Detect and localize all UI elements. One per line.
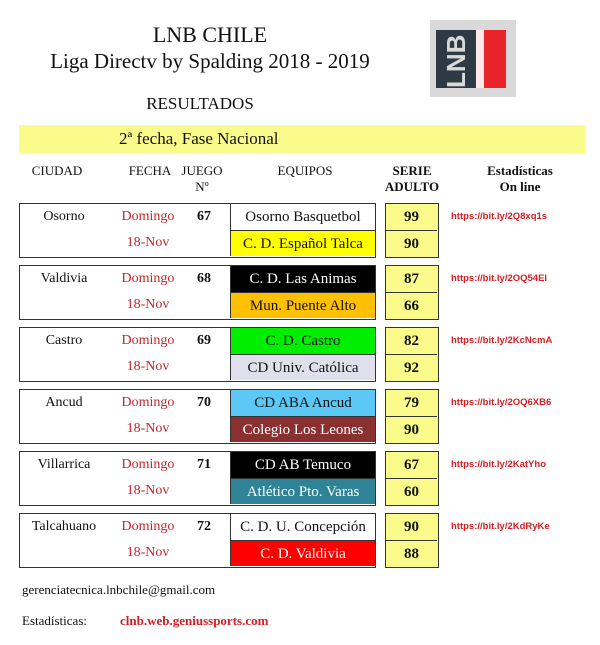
game-number: 68 xyxy=(197,271,211,286)
home-score: 87 xyxy=(404,271,419,287)
game-row xyxy=(19,327,376,382)
section-title: RESULTADOS xyxy=(146,94,254,113)
game-day: Domingo xyxy=(121,457,175,472)
home-team: Osorno Basquetbol xyxy=(230,204,375,230)
home-score: 67 xyxy=(404,457,419,473)
col-stats-line2: On line xyxy=(499,179,541,194)
home-score: 79 xyxy=(404,395,419,411)
stats-link[interactable]: clnb.web.geniussports.com xyxy=(120,613,269,628)
score-box xyxy=(385,451,439,506)
game-number: 71 xyxy=(197,457,211,472)
game-city: Villarrica xyxy=(37,457,91,472)
away-score: 60 xyxy=(386,478,437,505)
stats-online-link[interactable]: https://bit.ly/2OQ54El xyxy=(451,273,548,284)
col-equipos: EQUIPOS xyxy=(277,163,333,178)
game-row xyxy=(19,513,376,568)
stats-online-link[interactable]: https://bit.ly/2Q8xq1s xyxy=(451,211,548,222)
home-team: C. D. Las Animas xyxy=(230,266,375,292)
away-score: 66 xyxy=(386,292,437,319)
game-day: Domingo xyxy=(121,519,175,534)
col-serie-line1: SERIE xyxy=(392,163,432,178)
game-day: Domingo xyxy=(121,333,175,348)
league-subtitle: Liga Directv by Spalding 2018 - 2019 xyxy=(50,49,370,73)
score-box xyxy=(385,203,439,258)
away-score: 90 xyxy=(386,230,437,257)
contact-email[interactable]: gerenciatecnica.lnbchile@gmail.com xyxy=(22,582,216,597)
col-serie xyxy=(380,163,444,195)
col-juego-line2: Nº xyxy=(195,179,209,194)
game-date: 18-Nov xyxy=(126,359,170,374)
game-city: Osorno xyxy=(43,209,85,224)
game-number: 70 xyxy=(197,395,211,410)
game-date: 18-Nov xyxy=(126,235,170,250)
score-box xyxy=(385,327,439,382)
game-city: Talcahuano xyxy=(31,519,97,534)
game-number: 67 xyxy=(197,209,211,224)
stats-online-link[interactable]: https://bit.ly/2OQ6XB6 xyxy=(451,397,552,408)
lnb-logo xyxy=(430,20,516,97)
home-team: C. D. Castro xyxy=(230,328,375,354)
col-stats xyxy=(470,163,570,195)
round-banner xyxy=(19,125,585,153)
logo-text: LNB xyxy=(441,34,471,88)
round-label: 2ª fecha, Fase Nacional xyxy=(119,129,279,148)
game-day: Domingo xyxy=(121,271,175,286)
game-row xyxy=(19,265,376,320)
score-box xyxy=(385,265,439,320)
game-row xyxy=(19,203,376,258)
home-score: 90 xyxy=(404,519,419,535)
game-number: 69 xyxy=(197,333,211,348)
away-team: C. D. Valdivia xyxy=(230,540,375,566)
away-score: 88 xyxy=(386,540,437,567)
home-team: C. D. U. Concepción xyxy=(230,514,375,540)
game-date: 18-Nov xyxy=(126,297,170,312)
score-box xyxy=(385,389,439,444)
logo-dark-block xyxy=(436,30,476,88)
away-team: Colegio Los Leones xyxy=(230,416,375,442)
stats-online-link[interactable]: https://bit.ly/2KatYho xyxy=(451,459,546,470)
away-score: 90 xyxy=(386,416,437,443)
away-team: C. D. Español Talca xyxy=(230,230,375,256)
col-juego-line1: JUEGO xyxy=(181,163,223,178)
game-day: Domingo xyxy=(121,395,175,410)
game-date: 18-Nov xyxy=(126,421,170,436)
game-date: 18-Nov xyxy=(126,545,170,560)
page-title: LNB CHILE xyxy=(152,22,268,47)
stats-label: Estadísticas: xyxy=(22,613,87,628)
game-city: Ancud xyxy=(45,395,83,410)
away-team: Mun. Puente Alto xyxy=(230,292,375,318)
game-number: 72 xyxy=(197,519,211,534)
away-score: 92 xyxy=(386,354,437,381)
chile-map-icon xyxy=(476,30,484,88)
game-row xyxy=(19,451,376,506)
game-date: 18-Nov xyxy=(126,483,170,498)
game-day: Domingo xyxy=(121,209,175,224)
score-box xyxy=(385,513,439,568)
stats-online-link[interactable]: https://bit.ly/2KdRyKe xyxy=(451,521,550,532)
game-city: Castro xyxy=(45,333,83,348)
col-juego xyxy=(180,163,224,195)
col-serie-line2: ADULTO xyxy=(384,179,440,194)
col-ciudad: CIUDAD xyxy=(31,163,83,178)
stats-online-link[interactable]: https://bit.ly/2KcNcmA xyxy=(451,335,553,346)
home-team: CD AB Temuco xyxy=(230,452,375,478)
game-row xyxy=(19,389,376,444)
col-fecha: FECHA xyxy=(128,163,172,178)
away-team: CD Univ. Católica xyxy=(230,354,375,380)
away-team: Atlético Pto. Varas xyxy=(230,478,375,504)
game-city: Valdivia xyxy=(40,271,88,286)
home-score: 82 xyxy=(404,333,419,349)
col-stats-line1: Estadísticas xyxy=(487,163,553,178)
home-score: 99 xyxy=(404,209,419,225)
home-team: CD ABA Ancud xyxy=(230,390,375,416)
